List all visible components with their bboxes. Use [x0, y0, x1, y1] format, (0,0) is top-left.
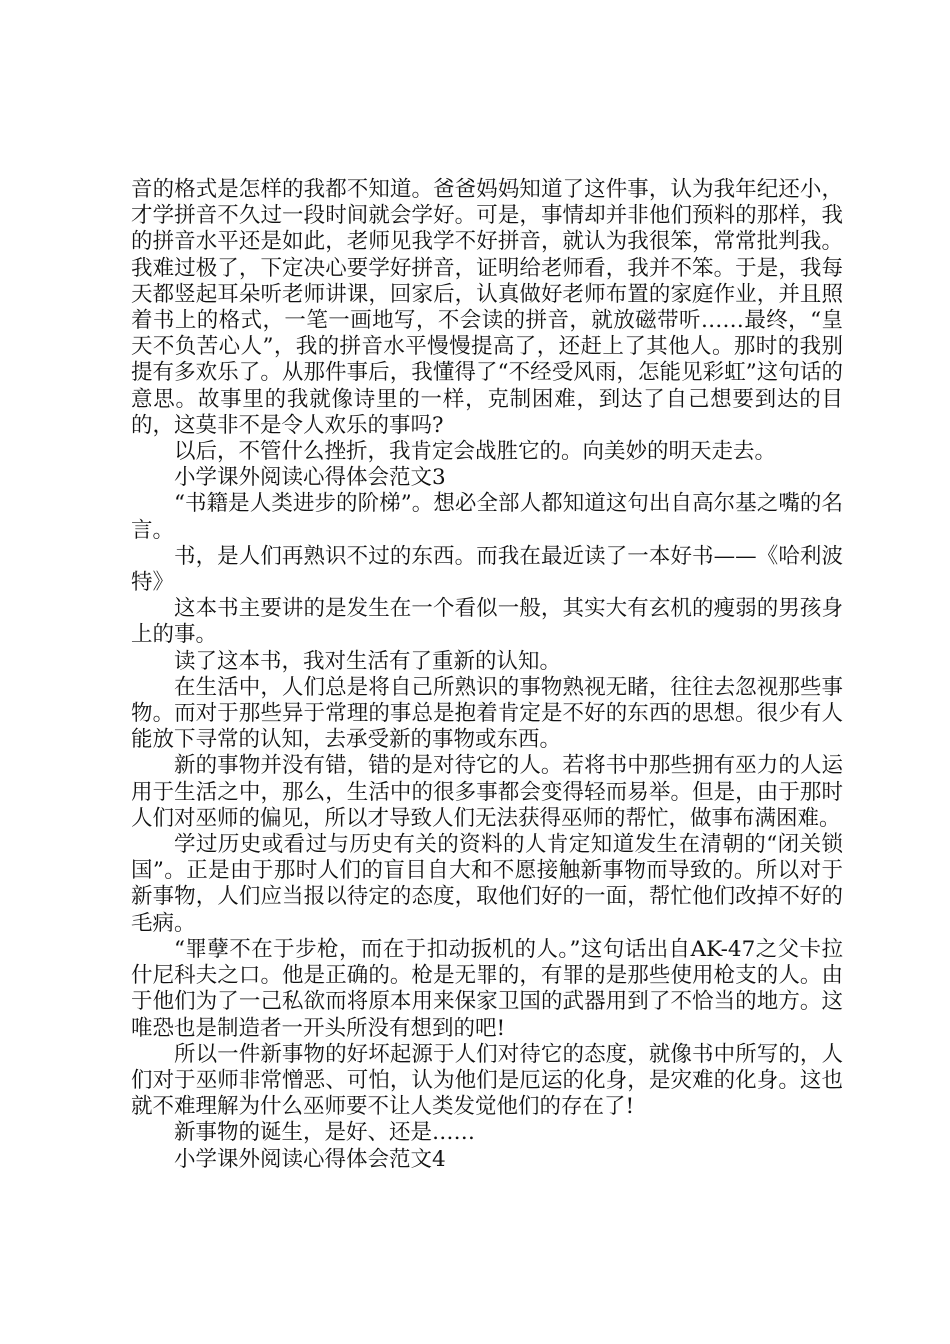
paragraph-closing-question: 新事物的诞生，是好、还是……: [174, 1120, 476, 1146]
paragraph-quote-gorky: “书籍是人类进步的阶梯”。想必全部人都知道这句出自高尔基之嘴的名言。: [131, 491, 843, 543]
paragraph-history: 学过历史或看过与历史有关的资料的人肯定知道发生在清朝的“闭关锁国”。正是由于那时人们的盲目自大和不愿接触新事物而导致的。所以对于新事物，人们应当报以待定的态度，取他们好的一面，帮忙他们改掉不好的毛病。: [131, 832, 843, 936]
paragraph-new-things: 新的事物并没有错，错的是对待它的人。若将书中那些拥有巫力的人运用于生活之中，那么，生活中的很多事都会变得轻而易举。但是，由于那时人们对巫师的偏见，所以才导致人们无法获得巫师的帮忙，做事布满困难。: [131, 753, 843, 831]
paragraph-ak47-quote: “罪孽不在于步枪，而在于扣动扳机的人。”这句话出自AK-47之父卡拉什尼科夫之口。他是正确的。枪是无罪的，有罪的是那些使用枪支的人。由于他们为了一己私欲而将原本用来保家卫国的武器用到了不恰当的地方。这唯恐也是制造者一开头所没有想到的吧!: [131, 936, 843, 1041]
paragraph-book-intro: 书，是人们再熟识不过的东西。而我在最近读了一本好书——《哈利波特》: [131, 543, 843, 596]
paragraph-continued: 音的格式是怎样的我都不知道。爸爸妈妈知道了这件事，认为我年纪还小，才学拼音不久过一段时间就会学好。可是，事情却并非他们预料的那样，我的拼音水平还是如此，老师见我学不好拼音，就认为我很笨，常常批判我。我难过极了，下定决心要学好拼音，证明给老师看，我并不笨。于是，我每天都竖起耳朵听老师讲课，回家后，认真做好老师布置的家庭作业，并且照着书上的格式，一笔一画地写，不会读的拼音，就放磁带听……最终，“皇天不负苦心人”，我的拼音水平慢慢提高了，还赶上了其他人。那时的我别提有多欢乐了。从那件事后，我懂得了“不经受风雨，怎能见彩虹”这句话的意思。故事里的我就像诗里的一样，克制困难，到达了自己想要到达的目的，这莫非不是令人欢乐的事吗?: [131, 177, 843, 438]
section-heading-4: 小学课外阅读心得体会范文4: [174, 1146, 446, 1172]
section-heading-3: 小学课外阅读心得体会范文3: [174, 465, 446, 491]
paragraph-resolve: 以后，不管什么挫折，我肯定会战胜它的。向美妙的明天走去。: [174, 439, 777, 465]
paragraph-conclusion: 所以一件新事物的好坏起源于人们对待它的态度，就像书中所写的，人们对于巫师非常憎恶、可怕，认为他们是厄运的化身，是灾难的化身。这也就不难理解为什么巫师要不让人类发觉他们的存在了!: [131, 1041, 843, 1120]
paragraph-daily-life: 在生活中，人们总是将自己所熟识的事物熟视无睹，往往去忽视那些事物。而对于那些异于常理的事总是抱着肯定是不好的东西的思想。很少有人能放下寻常的认知，去承受新的事物或东西。: [131, 674, 843, 753]
paragraph-new-understanding: 读了这本书，我对生活有了重新的认知。: [174, 648, 562, 674]
paragraph-book-summary: 这本书主要讲的是发生在一个看似一般，其实大有玄机的瘦弱的男孩身上的事。: [131, 596, 843, 648]
document-body: [131, 177, 843, 1173]
